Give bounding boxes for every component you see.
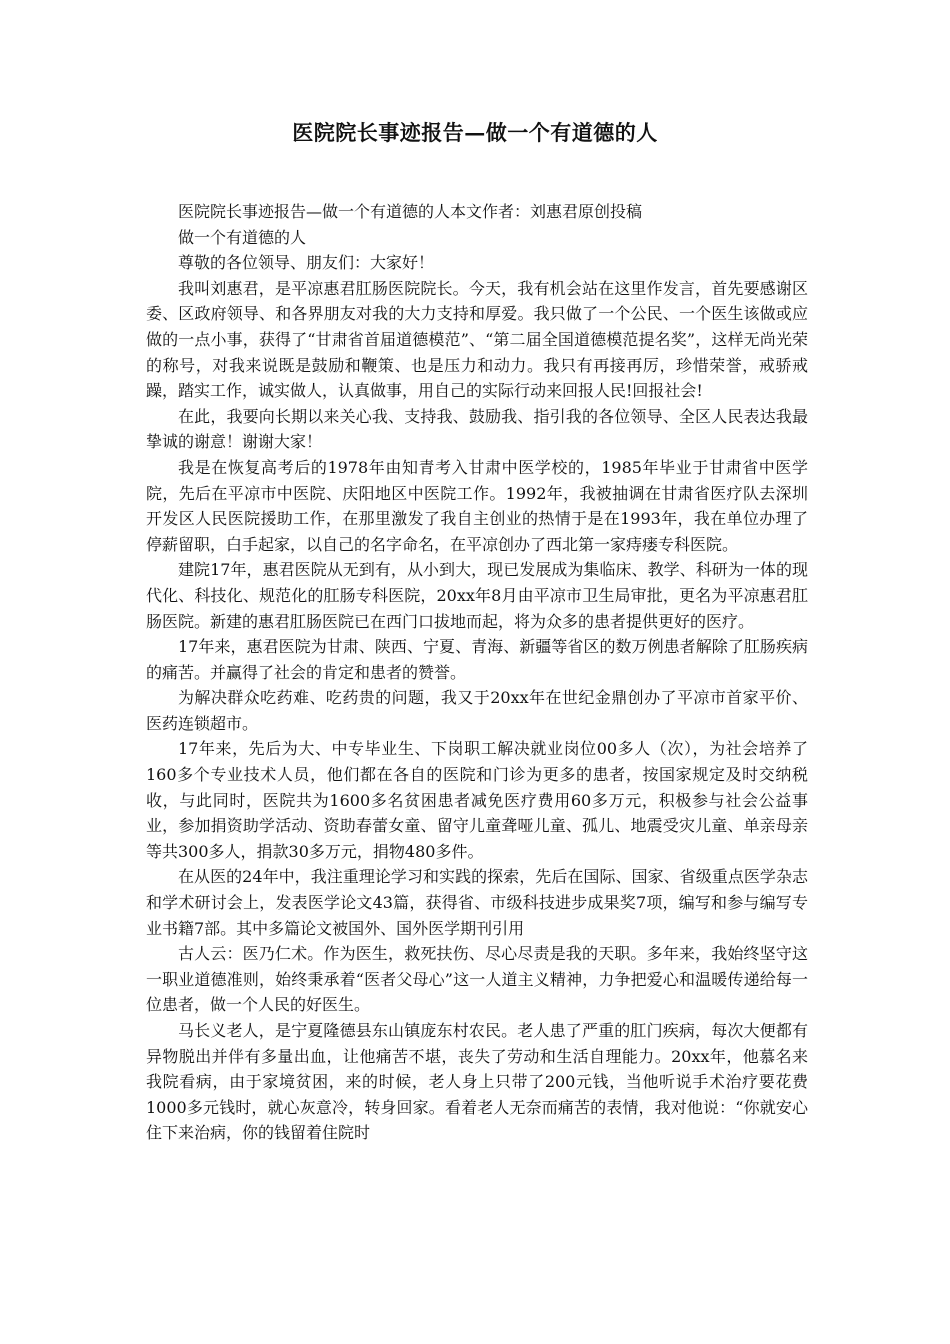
paragraph-body: 在从医的24年中，我注重理论学习和实践的探索，先后在国际、国家、省级重点医学杂志和学术研讨会上，发表医学论文43篇，获得省、市级科技进步成果奖7项，编写和参与编写专业书籍7部。其中多篇论文被国外、国外医学期刊引用 <box>146 867 808 938</box>
document-body <box>146 199 808 1146</box>
paragraph-body: 17年来，先后为大、中专毕业生、下岗职工解决就业岗位00多人（次），为社会培养了160多个专业技术人员，他们都在各自的医院和门诊为更多的患者，按国家规定及时交纳税收，与此同时，医院共为1600多名贫困患者减免医疗费用60多万元，积极参与社会公益事业，参加捐资助学活动、资助春蕾女童、留守儿童聋哑儿童、孤儿、地震受灾儿童、单亲母亲等共300多人，捐款30多万元，捐物480多件。 <box>146 739 808 861</box>
paragraph-intro: 医院院长事迹报告—做一个有道德的人本文作者：刘惠君原创投稿 <box>178 202 643 221</box>
paragraph-body: 在此，我要向长期以来关心我、支持我、鼓励我、指引我的各位领导、全区人民表达我最挚诚的谢意！谢谢大家！ <box>146 406 808 452</box>
page-title: 医院院长事迹报告—做一个有道德的人 <box>292 120 658 145</box>
paragraph-body: 17年来，惠君医院为甘肃、陕西、宁夏、青海、新疆等省区的数万例患者解除了肛肠疾病的痛苦。并赢得了社会的肯定和患者的赞誉。 <box>146 637 808 682</box>
paragraph-body: 古人云：医乃仁术。作为医生，救死扶伤、尽心尽责是我的天职。多年来，我始终坚守这一职业道德准则，始终秉承着“医者父母心”这一人道主义精神，力争把爱心和温暖传递给每一位患者，做一个人民的好医生。 <box>146 944 808 1015</box>
paragraph-body: 马长义老人，是宁夏隆德县东山镇庞东村农民。老人患了严重的肛门疾病，每次大便都有异物脱出并伴有多量出血，让他痛苦不堪，丧失了劳动和生活自理能力。20xx年，他慕名来我院看病，由于家境贫困，来的时候，老人身上只带了200元钱，当他听说手术治疗要花费1000多元钱时，就心灰意冷，转身回家。看着老人无奈而痛苦的表情，我对他说：“你就安心住下来治病，你的钱留着住院时 <box>146 1021 808 1143</box>
paragraph-body: 我叫刘惠君，是平凉惠君肛肠医院院长。今天，我有机会站在这里作发言，首先要感谢区委、区政府领导、和各界朋友对我的大力支持和厚爱。我只做了一个公民、一个医生该做或应做的一点小事，获得了“甘肃省首届道德模范”、“第二届全国道德模范提名奖”，这样无尚光荣的称号，对我来说既是鼓励和鞭策、也是压力和动力。我只有再接再厉，珍惜荣誉，戒骄戒躁，踏实工作，诚实做人，认真做事，用自己的实际行动来回报人民!回报社会! <box>146 278 808 401</box>
paragraph-subtitle: 做一个有道德的人 <box>178 227 307 247</box>
paragraph-body: 建院17年，惠君医院从无到有，从小到大，现已发展成为集临床、教学、科研为一体的现代化、科技化、规范化的肛肠专科医院，20xx年8月由平凉市卫生局审批，更名为平凉惠君肛肠医院。新建的惠君肛肠医院已在西门口拔地而起，将为众多的患者提供更好的医疗。 <box>146 560 808 631</box>
paragraph-greeting: 尊敬的各位领导、朋友们：大家好！ <box>178 253 435 273</box>
paragraph-body: 为解决群众吃药难、吃药贵的问题，我又于20xx年在世纪金鼎创办了平凉市首家平价、医药连锁超市。 <box>146 688 808 733</box>
paragraph-body: 我是在恢复高考后的1978年由知青考入甘肃中医学校的，1985年毕业于甘肃省中医学院，先后在平凉市中医院、庆阳地区中医院工作。1992年，我被抽调在甘肃省医疗队去深圳开发区人民医院援助工作，在那里激发了我自主创业的热情于是在1993年，我在单位办理了停薪留职，白手起家，以自己的名字命名，在平凉创办了西北第一家痔瘘专科医院。 <box>146 457 808 554</box>
